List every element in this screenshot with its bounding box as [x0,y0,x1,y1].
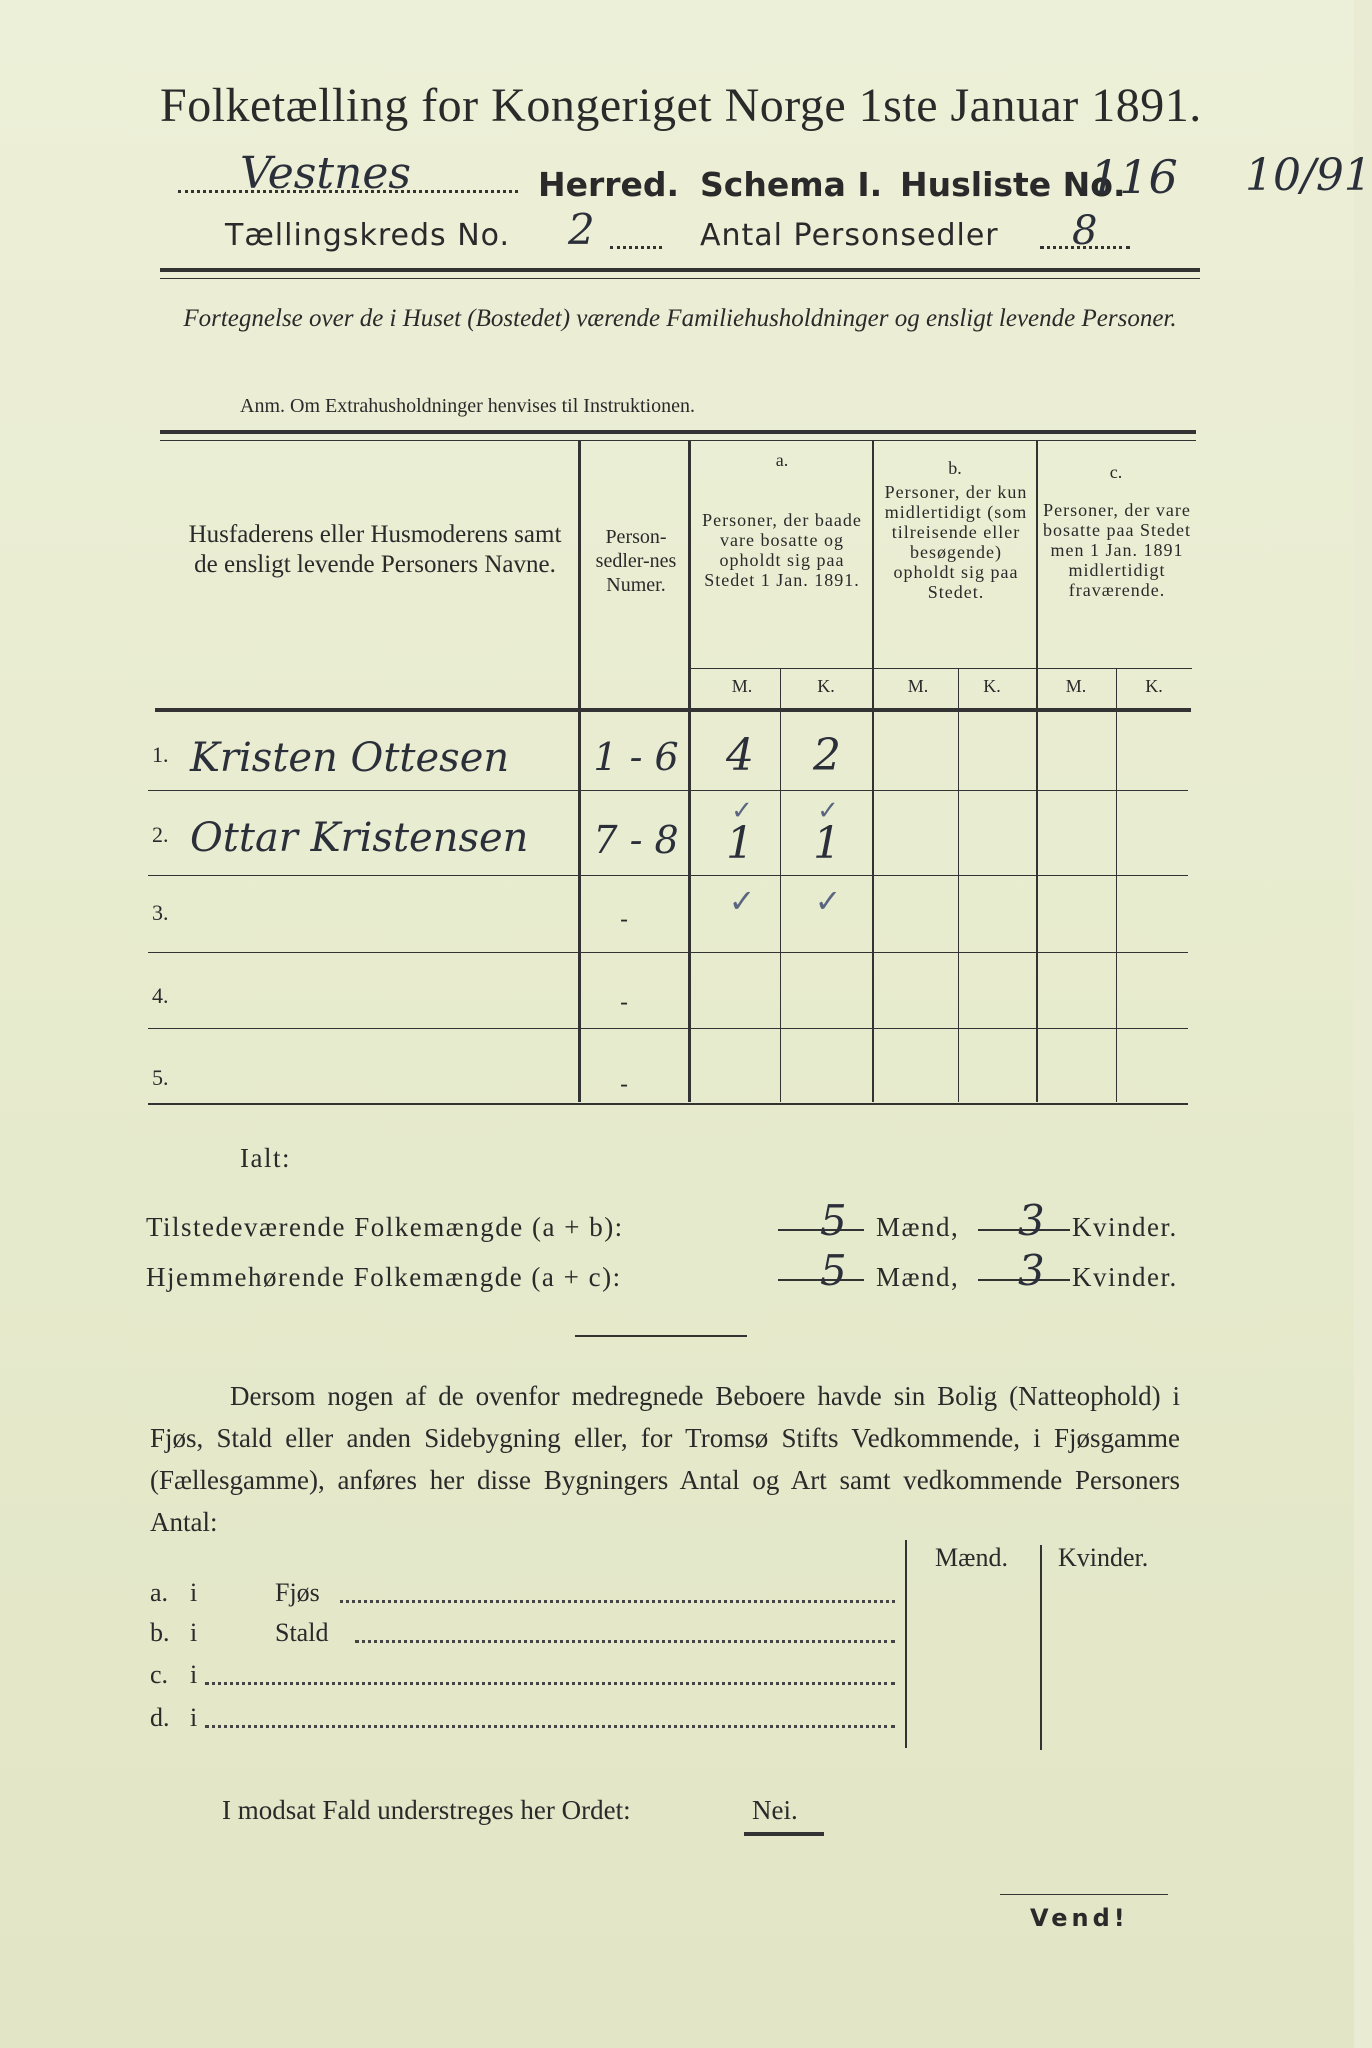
kreds-label: Tællingskreds No. [225,218,510,253]
kreds-value: 2 [568,205,595,254]
col-numer-header: Person-sedler-nes Numer. [595,526,677,596]
tilstede-kvinder: Kvinder. [1072,1212,1178,1242]
hjemme-m-value: 5 [820,1246,847,1295]
bldg-vline-2 [1040,1545,1042,1750]
row-1-a-k: 2 [813,730,841,781]
antal-dotline [1040,246,1130,249]
bldg-d-dots [205,1725,895,1728]
herred-label: Herred. [538,165,680,204]
paragraph-text: Dersom nogen af de ovenfor medregnede Beboere havde sin Bolig (Natteophold) i Fjøs, Stald eller anden Sidebygning eller, for Tromsø Stifts Vedkommende, i Fjøsgamme (Fællesgamme), anføres her disse Bygningers Antal og Art samt vedkommende Personers Antal: [150,1381,1180,1537]
husliste-label: Husliste No. [900,165,1126,204]
row-2-number: 2. [152,822,169,847]
margin-note: 10/91 [1245,150,1372,201]
hjemme-k-value: 3 [1018,1246,1045,1295]
vend-rule [1000,1894,1168,1895]
c-k-label: K. [1145,676,1163,696]
row-3-check-m: ✓ [728,882,756,920]
row-5-number: 5. [152,1065,169,1090]
table-bottom-rule [148,1103,1188,1105]
tilstede-k-value: 3 [1018,1196,1045,1245]
antal-label: Antal Personsedler [700,218,999,253]
row-line-4 [148,1028,1188,1029]
row-5-numer: - [619,1070,629,1098]
vline-b [1036,440,1038,1102]
row-2-a-k: 1 [813,818,841,869]
col-c-letter: c. [1109,462,1123,482]
kreds-dotline [610,246,662,249]
a-k-label: K. [817,676,835,696]
table-top-rule-thin [160,440,1196,441]
hjemme-maend: Mænd, [876,1262,960,1292]
row-line-3 [148,952,1188,953]
bldg-c-i: i [190,1660,198,1689]
bldg-b-i: i [190,1618,198,1647]
row-2-check-m: ✓ [731,796,753,826]
row-line-2 [148,875,1188,876]
bldg-b-dots [355,1640,895,1643]
bldg-a-label: Fjøs [275,1578,320,1607]
bldg-a-i: i [190,1578,198,1607]
b-m-label: M. [907,676,929,696]
bldg-a-letter: a. [150,1578,169,1607]
mk-rule [690,668,1192,669]
bldg-kvinder-header: Kvinder. [1058,1543,1149,1572]
hjemme-kvinder: Kvinder. [1072,1262,1178,1292]
tilstede-maend: Mænd, [876,1212,960,1242]
bldg-d-letter: d. [150,1703,170,1732]
schema-label: Schema I. [700,165,883,204]
separator-rule [575,1335,747,1337]
col-names-header: Husfaderens eller Husmoderens samt de ensligt levende Personers Navne. [188,521,562,578]
bldg-vline-1 [905,1540,907,1748]
instructions-paragraph [150,1375,1180,1543]
row-1-numer: 1 - 6 [593,735,679,779]
row-4-numer: - [619,988,629,1016]
form-title: Folketælling for Kongeriget Norge 1ste Januar 1891. [160,79,1202,132]
herred-value: Vestnes [240,148,411,199]
col-c-header: Personer, der vare bosatte paa Stedet men 1 Jan. 1891 midlertidigt fraværende. [1043,500,1191,600]
b-k-label: K. [983,676,1001,696]
row-2-numer: 7 - 8 [593,818,679,862]
bldg-d-i: i [190,1703,198,1732]
bldg-c-letter: c. [150,1660,169,1689]
c-m-label: M. [1065,676,1087,696]
table-top-rule [160,430,1196,434]
vline-c-mk [1116,668,1117,1102]
tilstede-label: Tilstedeværende Folkemængde (a + b): [146,1212,624,1242]
row-1-a-m: 4 [726,730,754,781]
vline-b-mk [958,668,959,1102]
vline-numer [688,440,691,1102]
row-2-name: Ottar Kristensen [190,815,529,861]
header-rule-thin [160,278,1200,279]
modsat-text: I modsat Fald understreges her Ordet: [222,1795,631,1825]
col-b-header: Personer, der kun midlertidigt (som tilreisende eller besøgende) opholdt sig paa Stedet. [884,482,1028,602]
row-4-number: 4. [152,983,169,1008]
col-a-header: Personer, der baade vare bosatte og opholdt sig paa Stedet 1 Jan. 1891. [702,510,862,590]
antal-value: 8 [1072,208,1098,254]
bldg-a-dots [340,1600,895,1603]
row-1-name: Kristen Ottesen [190,735,510,781]
row-line-1 [148,790,1188,791]
ialt-label: Ialt: [240,1143,291,1173]
anm-note: Anm. Om Extrahusholdninger henvises til Instruktionen. [240,395,695,417]
col-b-letter: b. [948,458,962,478]
bldg-b-label: Stald [275,1618,329,1647]
vline-a [872,440,874,1102]
intro-text: Fortegnelse over de i Huset (Bostedet) værende Familiehusholdninger og ensligt levende Personer. [183,305,1177,332]
header-rule [160,268,1200,272]
nei-underline [744,1832,824,1836]
bldg-c-dots [205,1682,895,1685]
vline-a-mk [780,668,781,1102]
bldg-b-letter: b. [150,1618,170,1647]
husliste-value: 116 [1090,150,1178,204]
row-3-numer: - [619,905,629,933]
row-2-a-m: 1 [726,818,754,869]
col-a-letter: a. [775,450,789,470]
hjemme-label: Hjemmehørende Folkemængde (a + c): [146,1262,622,1292]
a-m-label: M. [731,676,753,696]
vend-text: Vend! [1030,1904,1129,1932]
bldg-maend-header: Mænd. [935,1543,1008,1572]
tilstede-m-value: 5 [820,1196,847,1245]
row-3-number: 3. [152,900,169,925]
row-2-check-k: ✓ [817,796,839,826]
row-1-number: 1. [152,742,169,767]
nei-word: Nei. [752,1795,798,1825]
row-3-check-k: ✓ [814,882,842,920]
vline-names [578,440,581,1102]
